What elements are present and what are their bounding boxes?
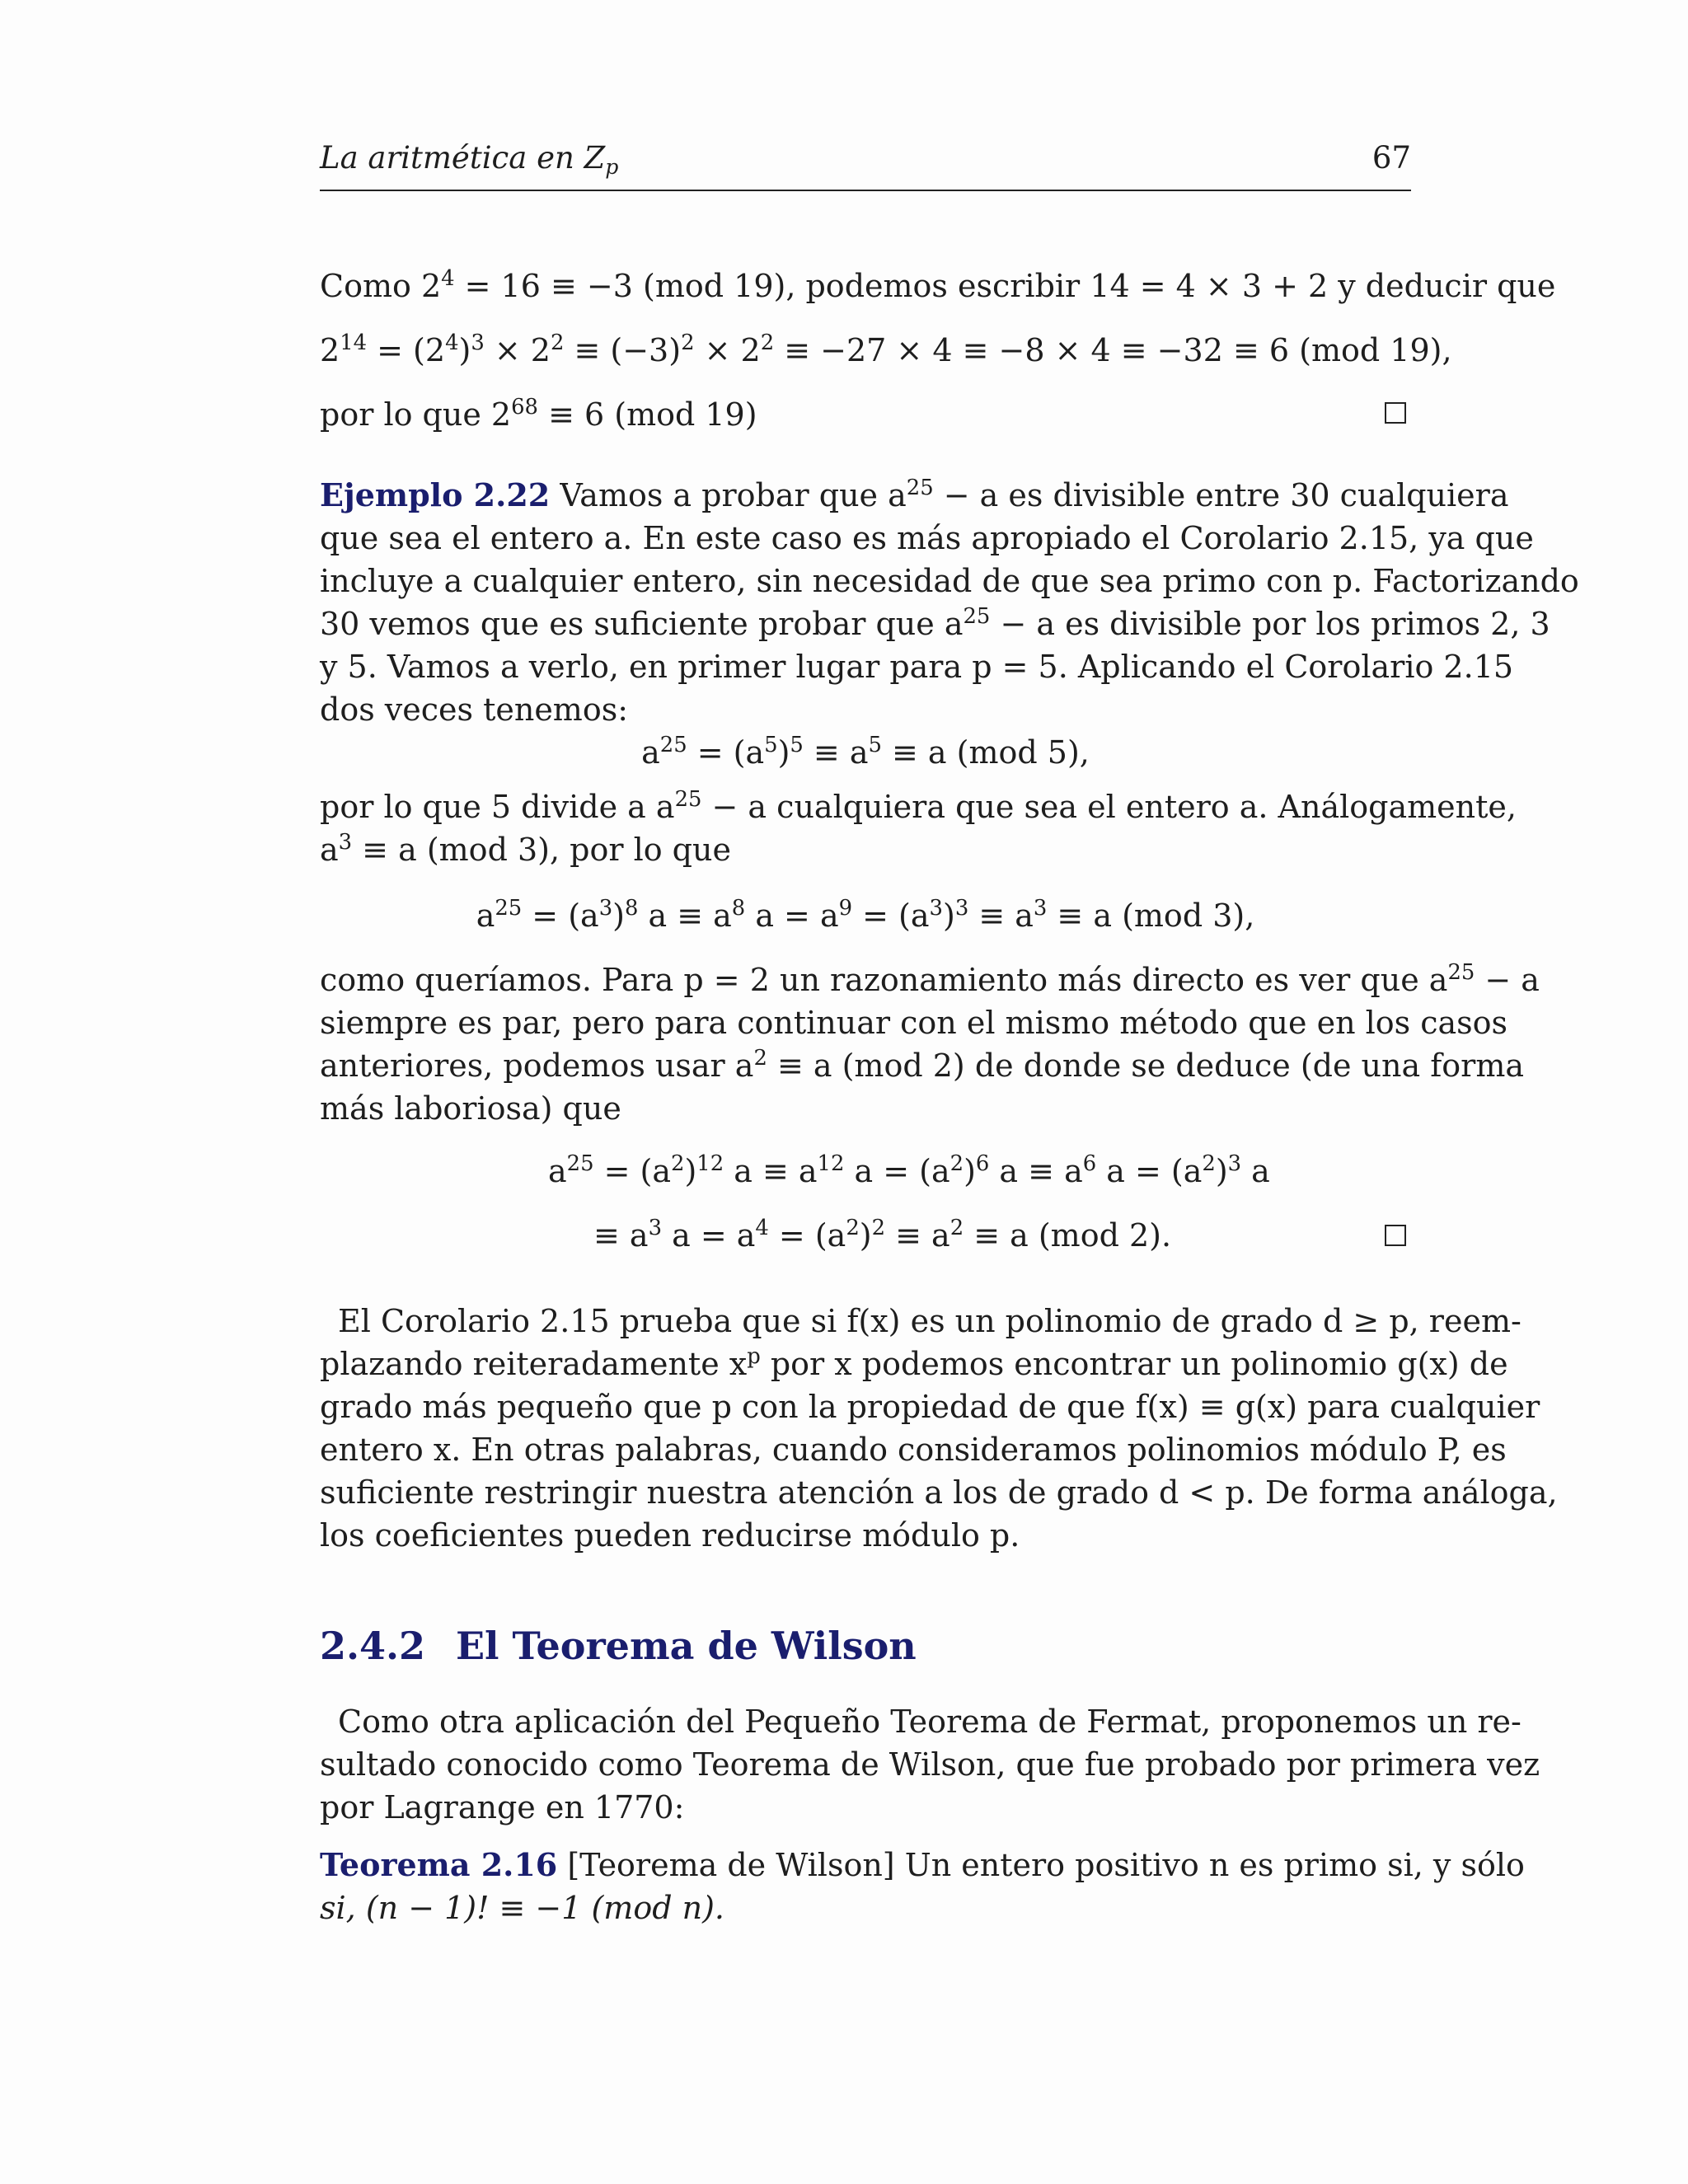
section-number: 2.4.2	[320, 1624, 426, 1668]
qed-box	[1385, 1225, 1406, 1246]
text-span: Vamos a probar que $a^{25} - a$ es divisible entre 30 cualquiera	[560, 475, 1509, 513]
text-line: grado más pequeño que p con la propiedad de que f(x) ≡ g(x) para cualquier	[320, 1389, 1540, 1425]
text-line: incluye a cualquier entero, sin necesidad de que sea primo con p. Factorizando	[320, 563, 1579, 599]
text-line: que sea el entero a. En este caso es más apropiado el Corolario 2.15, ya que	[320, 520, 1534, 556]
display-equation: $a^{25} = (a^3)^8$ $a \equiv a^8$ $a = a^9 = (a^3)^3 \equiv a^3 \equiv a$ (mod 3),	[476, 895, 1255, 934]
display-equation: ≡ $a^3$ $a = a^4 = (a^2)^2 \equiv a^2 \equiv a$ (mod 2).	[593, 1215, 1172, 1254]
header-rule	[320, 190, 1411, 191]
text-line: por Lagrange en 1770:	[320, 1789, 685, 1825]
text-line: por lo que $2^{68} \equiv 6$ (mod 19)	[320, 394, 757, 433]
qed-box	[1385, 402, 1406, 424]
display-equation: $a^{25} = (a^2)^{12}$ $a \equiv a^{12}$ $a = (a^2)^6$ $a \equiv a^6$ $a = (a^2)^3$ a	[548, 1151, 1270, 1189]
page-number: 67	[1372, 140, 1411, 176]
text-line: anteriores, podemos usar $a^2 \equiv a$ (mod 2) de donde se deduce (de una forma	[320, 1045, 1525, 1084]
example-label: Ejemplo 2.22	[320, 476, 551, 513]
text-line: los coeficientes pueden reducirse módulo p.	[320, 1517, 1020, 1554]
theorem-first-line	[320, 1846, 1525, 1883]
text-line: 30 vemos que es suficiente probar que $a^{25} - a$ es divisible por los primos 2, 3	[320, 603, 1550, 642]
text-line: si, (n − 1)! ≡ −1 (mod n).	[320, 1890, 724, 1926]
text-line: suficiente restringir nuestra atención a los de grado d < p. De forma análoga,	[320, 1474, 1558, 1511]
text-line: plazando reiteradamente $x^p$ por x podemos encontrar un polinomio g(x) de	[320, 1343, 1508, 1382]
text-line: por lo que 5 divide a $a^{25} - a$ cualquiera que sea el entero a. Análogamente,	[320, 786, 1517, 825]
text-span: [Teorema de Wilson] Un entero positivo n es primo si, y sólo	[567, 1847, 1525, 1883]
theorem-label: Teorema 2.16	[320, 1846, 558, 1883]
text-line: y 5. Vamos a verlo, en primer lugar para p = 5. Aplicando el Corolario 2.15	[320, 649, 1514, 685]
text-line: sultado conocido como Teorema de Wilson, que fue probado por primera vez	[320, 1746, 1540, 1783]
text-line: Como $2^4 = 16 \equiv -3$ (mod 19), podemos escribir 14 = 4 × 3 + 2 y deducir que	[320, 265, 1556, 304]
text-line: siempre es par, pero para continuar con el mismo método que en los casos	[320, 1005, 1508, 1041]
text-line: entero x. En otras palabras, cuando consideramos polinomios módulo P, es	[320, 1432, 1507, 1468]
text-line: El Corolario 2.15 prueba que si f(x) es un polinomio de grado d ≥ p, reem-	[338, 1303, 1522, 1339]
example-first-line	[320, 475, 1509, 513]
text-line: $a^3 \equiv a$ (mod 3), por lo que	[320, 829, 731, 868]
text-line: como queríamos. Para p = 2 un razonamiento más directo es ver que $a^{25} - a$	[320, 959, 1540, 998]
display-equation: $2^{14} = (2^4)^3 \times 2^2 \equiv (-3)^2 \times 2^2 \equiv -27 \times 4 \equiv -8 \times 4 \equiv -32 \equiv 6$ (mod 19),	[320, 330, 1452, 368]
text-line: dos veces tenemos:	[320, 691, 629, 728]
section-heading	[320, 1624, 917, 1668]
running-title: La aritmética en Zp	[320, 140, 619, 180]
text-line: Como otra aplicación del Pequeño Teorema de Fermat, proponemos un re-	[338, 1704, 1522, 1740]
text-line: más laboriosa) que	[320, 1090, 621, 1127]
section-title: El Teorema de Wilson	[456, 1624, 917, 1668]
display-equation: $a^{25} = (a^5)^5 \equiv a^5 \equiv a$ (mod 5),	[641, 732, 1090, 771]
